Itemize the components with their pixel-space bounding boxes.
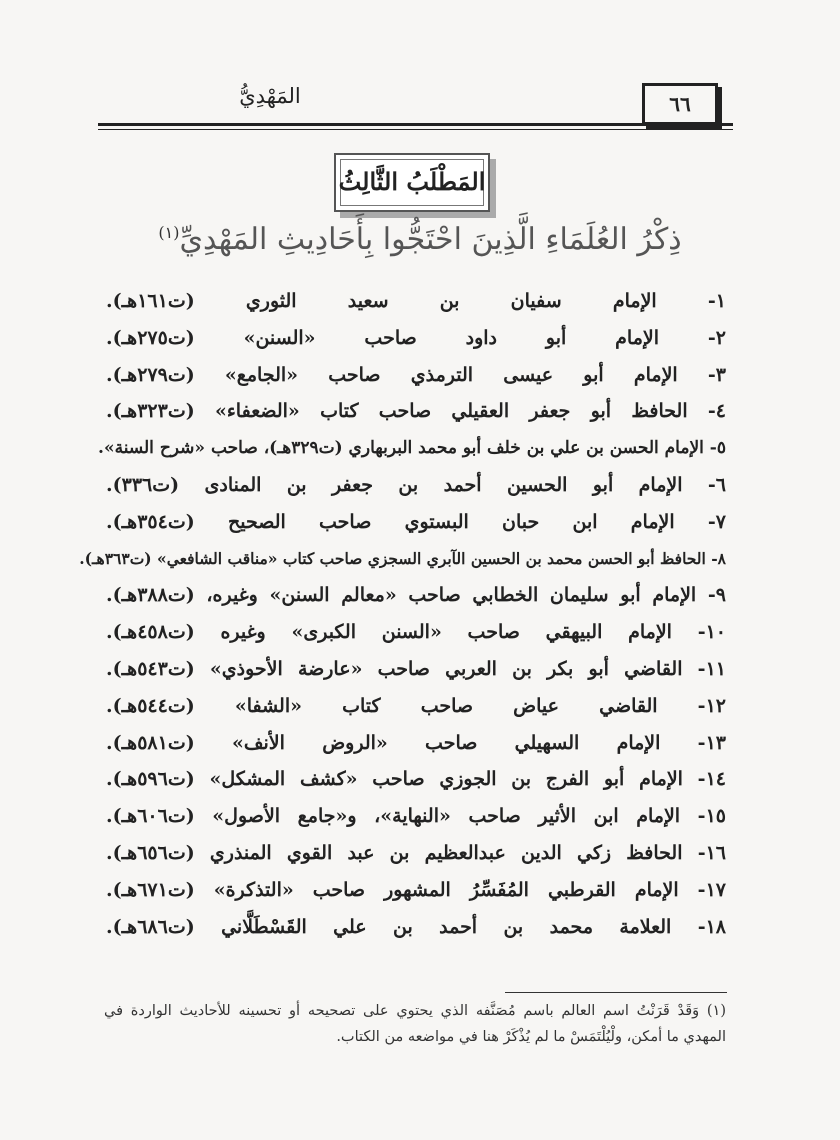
- list-item: ٨- الحافظ أبو الحسن محمد بن الحسين الآبري السجزي صاحب كتاب «مناقب الشافعي» (ت٣٦٣هـ).: [79, 548, 726, 568]
- page-number-text: ٦٦: [669, 92, 691, 116]
- list-item: ١١- القاضي أبو بكر بن العربي صاحب «عارضة الأحوذي» (ت٥٤٣هـ).: [106, 657, 726, 680]
- running-title: المَهْدِيُّ: [239, 84, 301, 108]
- page-number: [642, 83, 718, 125]
- section-title: المَطْلَبُ الثَّالِثُ: [338, 167, 486, 196]
- list-item: ٧- الإمام ابن حبان البستوي صاحب الصحيح (ت٣٥٤هـ).: [106, 510, 726, 533]
- chapter-heading: [100, 222, 740, 257]
- list-item: ٦- الإمام أبو الحسين أحمد بن جعفر بن المنادى (ت٣٣٦).: [106, 473, 726, 496]
- scholars-list: [79, 283, 726, 945]
- section-title-box: [334, 153, 490, 212]
- list-item: ١٨- العلامة محمد بن أحمد بن علي القَسْطَلَّاني (ت٦٨٦هـ).: [106, 915, 726, 938]
- list-item: ١٦- الحافظ زكي الدين عبدالعظيم بن عبد القوي المنذري (ت٦٥٦هـ).: [106, 841, 726, 864]
- header-rule-thick: [98, 123, 733, 126]
- list-item: ٤- الحافظ أبو جعفر العقيلي صاحب كتاب «الضعفاء» (ت٣٢٣هـ).: [106, 400, 726, 423]
- list-item: ١٠- الإمام البيهقي صاحب «السنن الكبرى» وغيره (ت٤٥٨هـ).: [106, 621, 726, 644]
- list-item: ٩- الإمام أبو سليمان الخطابي صاحب «معالم السنن» وغيره، (ت٣٨٨هـ).: [106, 584, 726, 607]
- list-item: ٣- الإمام أبو عيسى الترمذي صاحب «الجامع» (ت٢٧٩هـ).: [106, 363, 726, 386]
- list-item: ١٢- القاضي عياض صاحب كتاب «الشفا» (ت٥٤٤هـ).: [106, 694, 726, 717]
- list-item: ٢- الإمام أبو داود صاحب «السنن» (ت٢٧٥هـ).: [106, 326, 726, 349]
- footnote-divider: [505, 992, 727, 993]
- list-item: ٥- الإمام الحسن بن علي بن خلف أبو محمد البربهاري (ت٣٢٩هـ)، صاحب «شرح السنة».: [98, 438, 726, 459]
- list-item: ١٣- الإمام السهيلي صاحب «الروض الأنف» (ت٥٨١هـ).: [106, 731, 726, 754]
- chapter-heading-text: ذِكْرُ العُلَمَاءِ الَّذِينَ احْتَجُّوا بِأَحَادِيثِ المَهْدِيِّ: [179, 222, 682, 257]
- footnote-reference: (١): [158, 223, 180, 242]
- list-item: ١٥- الإمام ابن الأثير صاحب «النهاية»، و«جامع الأصول» (ت٦٠٦هـ).: [106, 805, 726, 828]
- footnote: (١) وَقَدْ قَرَنْتُ اسم العالم باسم مُصَنَّفه الذي يحتوي على تصحيحه أو تحسينه للأحاديث الواردة في المهدي ما أمكن، ولْيُلْتَمَسْ ما لم يُذْكَرْ هنا في مواضعه من الكتاب.: [104, 1003, 726, 1045]
- list-item: ١- الإمام سفيان بن سعيد الثوري (ت١٦١هـ).: [106, 290, 726, 312]
- header-rule-thin: [98, 129, 733, 130]
- list-item: ١٤- الإمام أبو الفرج بن الجوزي صاحب «كشف المشكل» (ت٥٩٦هـ).: [106, 768, 726, 791]
- list-item: ١٧- الإمام القرطبي المُفَسِّرُ المشهور صاحب «التذكرة» (ت٦٧١هـ).: [106, 878, 726, 901]
